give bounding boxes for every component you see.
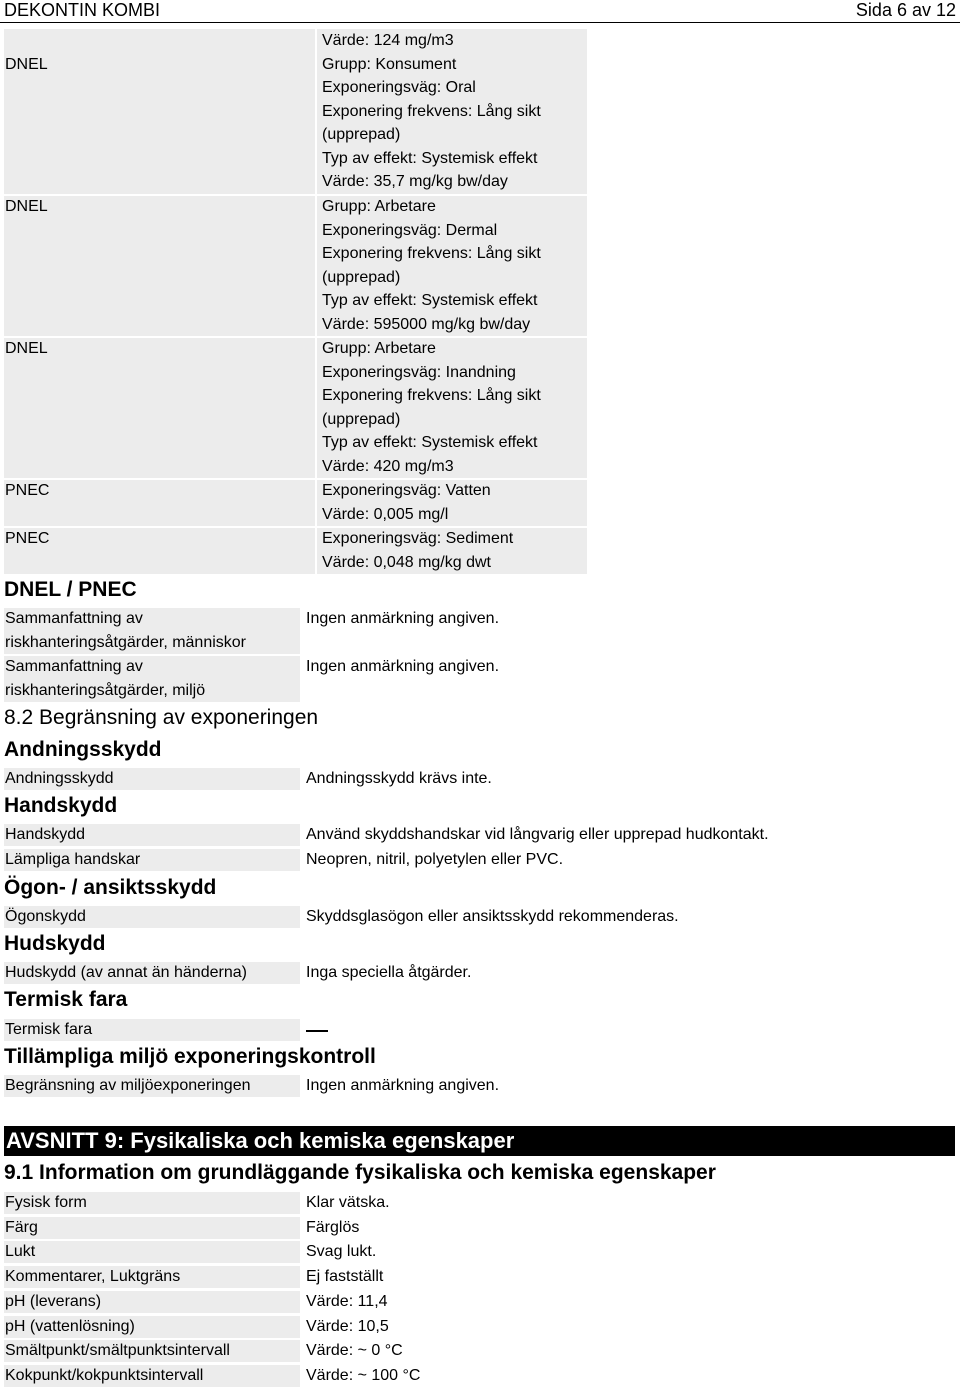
summary-label-environment: Sammanfattning av riskhanteringsåtgärder, miljö [5, 658, 206, 699]
summary-label-people: Sammanfattning av riskhanteringsåtgärder, människor [5, 610, 247, 651]
eye-protection-value: Skyddsglasögon eller ansiktsskydd rekommenderas. [306, 908, 679, 925]
property-label: Smältpunkt/smältpunktsintervall [5, 1342, 230, 1359]
hand-protection-heading: Handskydd [4, 794, 118, 817]
pnec-label: PNEC [5, 530, 50, 547]
skin-protection-heading: Hudskydd [4, 932, 106, 955]
respiratory-heading: Andningsskydd [4, 738, 162, 761]
respiratory-label: Andningsskydd [5, 770, 114, 787]
dnel-label: DNEL [5, 340, 48, 357]
eye-protection-heading: Ögon- / ansiktsskydd [4, 876, 217, 899]
thermal-hazard-heading: Termisk fara [4, 988, 128, 1011]
section-9-1-heading: 9.1 Information om grundläggande fysikaliska och kemiska egenskaper [4, 1161, 716, 1184]
property-value: Färglös [306, 1219, 360, 1236]
property-value: Ej fastställt [306, 1268, 384, 1285]
pnec-value: Exponeringsväg: Sediment Värde: 0,048 mg/kg dwt [322, 530, 514, 571]
empty-value-dash [306, 1030, 328, 1032]
hand-protection-label: Handskydd [5, 826, 86, 843]
page-header [0, 0, 960, 23]
suitable-gloves-label: Lämpliga handskar [5, 851, 141, 868]
pnec-value: Exponeringsväg: Vatten Värde: 0,005 mg/l [322, 482, 491, 523]
property-value: Värde: 10,5 [306, 1318, 389, 1335]
row-label-cell [4, 528, 315, 574]
summary-value-environment: Ingen anmärkning angiven. [306, 658, 500, 675]
respiratory-value: Andningsskydd krävs inte. [306, 770, 492, 787]
property-value: Värde: ~ 100 °C [306, 1367, 421, 1384]
label-cell [4, 1241, 300, 1263]
section-8-2-heading: 8.2 Begränsning av exponeringen [4, 706, 319, 729]
hand-protection-value: Använd skyddshandskar vid långvarig eller upprepad hudkontakt. [306, 826, 769, 843]
row-label-cell [4, 480, 315, 526]
skin-protection-label: Hudskydd (av annat än händerna) [5, 964, 247, 981]
property-value: Klar vätska. [306, 1194, 390, 1211]
eye-protection-label: Ögonskydd [5, 908, 86, 925]
skin-protection-value: Inga speciella åtgärder. [306, 964, 472, 981]
dnel-label: DNEL [5, 198, 48, 215]
section-9-title: AVSNITT 9: Fysikaliska och kemiska egenskaper [4, 1126, 955, 1156]
dnel-value: Grupp: Arbetare Exponeringsväg: Dermal Exponering frekvens: Lång sikt (upprepad) Typ av effekt: Systemisk effekt Värde: 595000 mg/kg bw/day [322, 198, 541, 333]
page-number: Sida 6 av 12 [855, 0, 956, 20]
pnec-label: PNEC [5, 482, 50, 499]
environmental-exposure-heading: Tillämpliga miljö exponeringskontroll [4, 1045, 376, 1068]
suitable-gloves-value: Neopren, nitril, polyetylen eller PVC. [306, 851, 564, 868]
property-label: Lukt [5, 1243, 36, 1260]
dnel-label: DNEL [5, 56, 48, 73]
property-label: Kokpunkt/kokpunktsintervall [5, 1367, 204, 1384]
property-label: Kommentarer, Luktgräns [5, 1268, 181, 1285]
document-title: DEKONTIN KOMBI [4, 0, 161, 20]
row-label-cell [4, 338, 315, 478]
row-label-cell [4, 29, 315, 194]
dnel-pnec-heading: DNEL / PNEC [4, 578, 137, 601]
thermal-hazard-label: Termisk fara [5, 1021, 93, 1038]
property-value: Värde: ~ 0 °C [306, 1342, 403, 1359]
property-value: Svag lukt. [306, 1243, 377, 1260]
property-value: Värde: 11,4 [306, 1293, 388, 1310]
environmental-exposure-value: Ingen anmärkning angiven. [306, 1077, 500, 1094]
environmental-exposure-label: Begränsning av miljöexponeringen [5, 1077, 251, 1094]
dnel-value: Värde: 124 mg/m3 Grupp: Konsument Exponeringsväg: Oral Exponering frekvens: Lång sikt (upprepad) Typ av effekt: Systemisk effekt Värde: 35,7 mg/kg bw/day [322, 32, 541, 190]
property-label: Färg [5, 1219, 38, 1236]
row-label-cell [4, 196, 315, 336]
dnel-value: Grupp: Arbetare Exponeringsväg: Inandning Exponering frekvens: Lång sikt (upprepad) Typ av effekt: Systemisk effekt Värde: 420 mg/m3 [322, 340, 541, 475]
property-label: pH (leverans) [5, 1293, 102, 1310]
property-label: pH (vattenlösning) [5, 1318, 135, 1335]
label-cell [4, 1217, 300, 1239]
property-label: Fysisk form [5, 1194, 87, 1211]
summary-value-people: Ingen anmärkning angiven. [306, 610, 500, 627]
